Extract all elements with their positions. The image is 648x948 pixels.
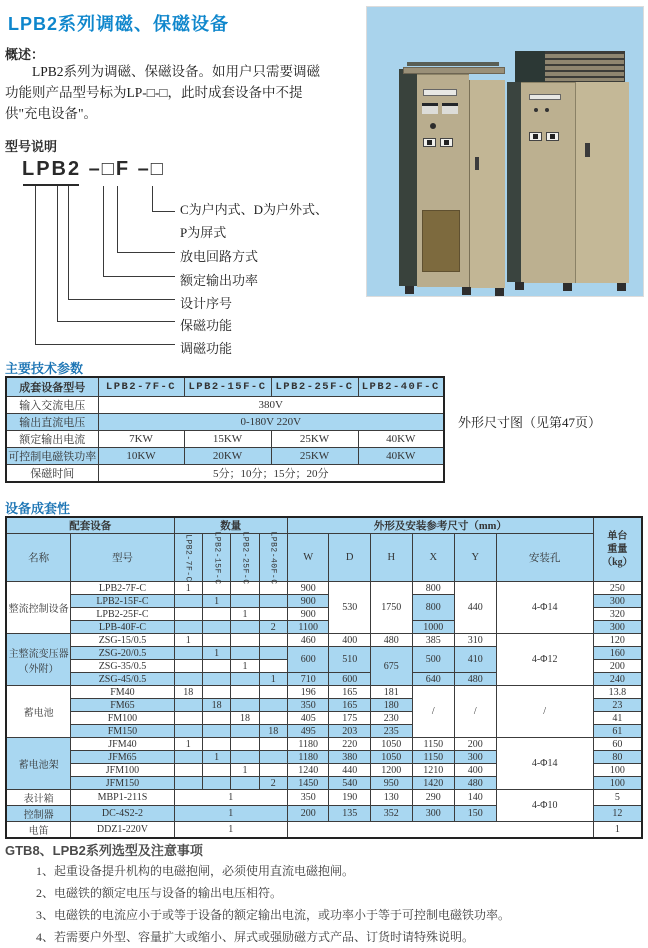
hole-cell: 4-Φ12 xyxy=(496,634,593,686)
group-name-cell: 整流控制设备 xyxy=(6,582,71,634)
model-cell: FM40 xyxy=(71,686,174,699)
table-row xyxy=(6,582,642,595)
qty-cell xyxy=(202,764,230,777)
model-cell: LPB2-15F-C xyxy=(71,595,174,608)
header-cell: H xyxy=(370,534,412,582)
header-cell: 配套设备 xyxy=(6,517,174,534)
dim-cell: 290 xyxy=(412,790,455,806)
model-cell: JFM40 xyxy=(71,738,174,751)
qty-cell: 1 xyxy=(202,751,230,764)
weight-cell: 41 xyxy=(593,712,642,725)
value-cell: 380V xyxy=(98,396,444,413)
cabinet-right-door-right xyxy=(575,82,629,283)
header-cell: LPB2-25F-C xyxy=(271,377,358,396)
model-cell: ZSG-45/0.5 xyxy=(71,673,174,686)
weight-cell: 300 xyxy=(593,621,642,634)
dim-cell: 540 xyxy=(329,777,371,790)
qty-cell xyxy=(231,751,259,764)
table-row xyxy=(6,447,444,464)
table-row xyxy=(6,430,444,447)
dim-cell: 950 xyxy=(370,777,412,790)
dim-cell: 140 xyxy=(455,790,497,806)
qty-cell: 1 xyxy=(202,595,230,608)
cabinet-foot xyxy=(563,283,572,291)
note-item: 1、起重设备提升机构的电磁抱闸，必须使用直流电磁抱闸。 xyxy=(36,864,355,878)
cabinet-right-label xyxy=(529,94,561,100)
panel-meter xyxy=(422,103,438,114)
weight-line: （kg） xyxy=(602,557,633,568)
weight-cell: 13.8 xyxy=(593,686,642,699)
group-name-cell: 表计箱 xyxy=(6,790,71,806)
weight-cell: 300 xyxy=(593,595,642,608)
dim-cell: 440 xyxy=(455,582,497,634)
model-cell: LPB-40F-C xyxy=(71,621,174,634)
qty-cell xyxy=(259,608,287,621)
dim-cell: 150 xyxy=(455,806,497,822)
row-label: 可控制电磁铁功率 xyxy=(6,447,98,464)
dim-cell: 200 xyxy=(455,738,497,751)
header-cell-weight xyxy=(593,517,642,582)
weight-cell: 320 xyxy=(593,608,642,621)
value-cell: 25KW xyxy=(271,447,358,464)
qty-cell: 1 xyxy=(174,738,202,751)
qty-cell: 2 xyxy=(259,777,287,790)
table-row xyxy=(6,413,444,430)
dim-cell: 310 xyxy=(455,634,497,647)
header-cell-vertical: LPB2-25F-C xyxy=(231,534,259,582)
qty-cell xyxy=(202,738,230,751)
dim-cell: 1100 xyxy=(287,621,329,634)
dim-cell: 180 xyxy=(370,699,412,712)
qty-cell xyxy=(259,764,287,777)
dim-cell: 130 xyxy=(370,790,412,806)
qty-cell xyxy=(259,660,287,673)
dim-cell: 640 xyxy=(412,673,455,686)
note-item: 4、若需要户外型、容量扩大或缩小、屏式或强励磁方式产品、订货时请特殊说明。 xyxy=(36,930,475,944)
header-cell-vertical: LPB2-40F-C xyxy=(259,534,287,582)
qty-cell xyxy=(202,777,230,790)
dim-cell: 1180 xyxy=(287,738,329,751)
weight-cell: 100 xyxy=(593,764,642,777)
dim-cell: 196 xyxy=(287,686,329,699)
dim-cell: 300 xyxy=(412,806,455,822)
dim-cell: 495 xyxy=(287,725,329,738)
dim-cell: 400 xyxy=(455,764,497,777)
dim-cell: 350 xyxy=(287,790,329,806)
qty-cell xyxy=(259,738,287,751)
model-cell: JFM100 xyxy=(71,764,174,777)
header-cell: 安装孔 xyxy=(496,534,593,582)
qty-cell xyxy=(202,621,230,634)
qty-cell: 18 xyxy=(174,686,202,699)
table-header-row xyxy=(6,517,642,534)
params-table xyxy=(5,376,445,483)
header-cell: W xyxy=(287,534,329,582)
dim-cell: 235 xyxy=(370,725,412,738)
dim-cell: 600 xyxy=(329,673,371,686)
group-name-cell: 电笛 xyxy=(6,822,71,839)
dim-cell: 500 xyxy=(412,647,455,673)
qty-cell: 1 xyxy=(259,673,287,686)
dim-cell: 175 xyxy=(329,712,371,725)
model-label-discharge: 放电回路方式 xyxy=(180,249,259,264)
weight-cell: 23 xyxy=(593,699,642,712)
dim-cell: 1000 xyxy=(412,621,455,634)
dim-cell: 203 xyxy=(329,725,371,738)
dim-cell: 710 xyxy=(287,673,329,686)
qty-cell: 1 xyxy=(174,806,287,822)
cabinet-left-lid-bar xyxy=(407,62,499,66)
dim-cell: 380 xyxy=(329,751,371,764)
qty-cell xyxy=(259,595,287,608)
model-heading: 型号说明 xyxy=(5,139,58,154)
qty-cell xyxy=(174,777,202,790)
dim-cell: 200 xyxy=(287,806,329,822)
model-cell: MBP1-211S xyxy=(71,790,174,806)
cabinet-left-lid xyxy=(403,67,505,74)
hole-cell: 4-Φ14 xyxy=(496,582,593,634)
dim-cell: 350 xyxy=(287,699,329,712)
cabinet-left-side xyxy=(399,69,417,286)
dim-cell: 352 xyxy=(370,806,412,822)
qty-cell xyxy=(259,634,287,647)
dim-cell: 1150 xyxy=(412,751,455,764)
qty-cell xyxy=(231,634,259,647)
qty-cell xyxy=(231,738,259,751)
qty-cell: 1 xyxy=(231,764,259,777)
qty-cell xyxy=(202,634,230,647)
indicator-light xyxy=(545,108,549,112)
panel-meter xyxy=(442,103,458,114)
table-row xyxy=(6,822,642,839)
qty-cell: 1 xyxy=(202,647,230,660)
door-handle xyxy=(585,143,590,157)
weight-cell: 80 xyxy=(593,751,642,764)
table-row xyxy=(6,686,642,699)
qty-cell xyxy=(174,660,202,673)
header-cell: 名称 xyxy=(6,534,71,582)
cabinet-foot xyxy=(515,282,524,290)
dim-cell: 220 xyxy=(329,738,371,751)
header-cell: D xyxy=(329,534,371,582)
value-cell: 20KW xyxy=(184,447,271,464)
model-label-baoci: 保磁功能 xyxy=(180,318,233,333)
qty-cell xyxy=(174,647,202,660)
dim-cell: 230 xyxy=(370,712,412,725)
dim-cell: 480 xyxy=(455,777,497,790)
group-name-cell: 蓄电池 xyxy=(6,686,71,738)
table-row xyxy=(6,790,642,806)
dim-cell: 300 xyxy=(455,751,497,764)
model-cell: ZSG-20/0.5 xyxy=(71,647,174,660)
cabinet-foot xyxy=(495,288,504,296)
dim-cell: 600 xyxy=(287,647,329,673)
model-cell: JFM65 xyxy=(71,751,174,764)
value-cell: 7KW xyxy=(98,430,184,447)
row-label: 保磁时间 xyxy=(6,464,98,482)
weight-cell: 250 xyxy=(593,582,642,595)
weight-line: 重量 xyxy=(607,544,628,555)
model-label-design: 设计序号 xyxy=(180,296,233,311)
model-label-enclosure: C为户内式、D为户外式、 xyxy=(180,202,329,217)
value-cell: 40KW xyxy=(358,430,444,447)
qty-cell: 1 xyxy=(174,790,287,806)
table-row xyxy=(6,738,642,751)
qty-cell xyxy=(231,686,259,699)
table-header-row xyxy=(6,534,642,582)
table-row xyxy=(6,464,444,482)
dim-cell: 165 xyxy=(329,699,371,712)
notes-heading: GTB8、LPB2系列选型及注意事项 xyxy=(5,843,203,858)
cabinet-right-side xyxy=(507,82,521,282)
model-cell: FM100 xyxy=(71,712,174,725)
qty-cell xyxy=(202,608,230,621)
qty-cell xyxy=(259,686,287,699)
qty-cell xyxy=(174,712,202,725)
group-name-cell: 主整流变压器（外附） xyxy=(6,634,71,686)
dim-cell: 165 xyxy=(329,686,371,699)
qty-cell xyxy=(202,712,230,725)
cabinet-left-vent xyxy=(422,210,460,272)
notes-list xyxy=(36,860,510,948)
cabinet-right-door-left xyxy=(521,82,575,283)
hole-cell: 4-Φ14 xyxy=(496,738,593,790)
hole-cell: 4-Φ10 xyxy=(496,790,593,822)
dim-cell: 900 xyxy=(287,595,329,608)
qty-cell xyxy=(231,647,259,660)
value-cell: 25KW xyxy=(271,430,358,447)
dim-cell: 1450 xyxy=(287,777,329,790)
dim-cell: 800 xyxy=(412,595,455,621)
header-cell-vertical: LPB2-7F-C xyxy=(174,534,202,582)
value-cell: 0-180V 220V xyxy=(98,413,444,430)
table-row xyxy=(6,396,444,413)
panel-knob xyxy=(430,123,436,129)
row-label: 输出直流电压 xyxy=(6,413,98,430)
dim-cell: 480 xyxy=(455,673,497,686)
weight-cell: 12 xyxy=(593,806,642,822)
header-cell: X xyxy=(412,534,455,582)
model-cell: LPB2-25F-C xyxy=(71,608,174,621)
qty-cell: 18 xyxy=(202,699,230,712)
qty-cell xyxy=(231,621,259,634)
weight-cell: 60 xyxy=(593,738,642,751)
qty-cell xyxy=(202,725,230,738)
header-cell: 外形及安装参考尺寸（mm） xyxy=(287,517,593,534)
qty-cell xyxy=(231,673,259,686)
components-table xyxy=(5,516,643,839)
model-label-enclosure2: P为屏式 xyxy=(180,225,227,240)
dim-cell: 1240 xyxy=(287,764,329,777)
header-cell: 型号 xyxy=(71,534,174,582)
model-cell: LPB2-7F-C xyxy=(71,582,174,595)
dim-cell: 181 xyxy=(370,686,412,699)
dim-cell: 800 xyxy=(412,582,455,595)
dim-cell: / xyxy=(455,686,497,738)
dim-cell: 900 xyxy=(287,608,329,621)
qty-cell xyxy=(259,647,287,660)
dim-cell: 1050 xyxy=(370,751,412,764)
qty-cell: 18 xyxy=(259,725,287,738)
model-cell: ZSG-35/0.5 xyxy=(71,660,174,673)
params-heading: 主要技术参数 xyxy=(5,361,84,376)
dim-cell: 135 xyxy=(329,806,371,822)
overview-heading: 概述： xyxy=(5,47,45,62)
qty-cell xyxy=(259,751,287,764)
model-label-tiaoci: 调磁功能 xyxy=(180,341,233,356)
row-label: 额定输出电流 xyxy=(6,430,98,447)
page-title: LPB2系列调磁、保磁设备 xyxy=(8,14,230,34)
qty-cell xyxy=(231,699,259,712)
components-heading: 设备成套性 xyxy=(5,501,71,516)
header-cell: 数量 xyxy=(174,517,287,534)
dim-cell: 1050 xyxy=(370,738,412,751)
qty-cell xyxy=(231,725,259,738)
dim-cell: / xyxy=(412,686,455,738)
row-label: 输入交流电压 xyxy=(6,396,98,413)
weight-cell: 120 xyxy=(593,634,642,647)
model-label-power: 额定输出功率 xyxy=(180,273,259,288)
dim-cell: 675 xyxy=(370,647,412,686)
cabinet-foot xyxy=(405,286,414,294)
empty-cell xyxy=(287,822,593,839)
dim-cell: 1150 xyxy=(412,738,455,751)
value-cell: 40KW xyxy=(358,447,444,464)
model-cell: ZSG-15/0.5 xyxy=(71,634,174,647)
qty-cell: 1 xyxy=(174,582,202,595)
dim-cell: 530 xyxy=(329,582,371,634)
header-cell: Y xyxy=(455,534,497,582)
indicator-light xyxy=(534,108,538,112)
group-name-cell: 蓄电池架 xyxy=(6,738,71,790)
qty-cell xyxy=(174,764,202,777)
header-cell: 成套设备型号 xyxy=(6,377,98,396)
qty-cell xyxy=(174,608,202,621)
note-item: 2、电磁铁的额定电压与设备的输出电压相符。 xyxy=(36,886,283,900)
value-cell: 10KW xyxy=(98,447,184,464)
panel-switch xyxy=(423,138,436,147)
qty-cell: 1 xyxy=(231,608,259,621)
model-cell: FM150 xyxy=(71,725,174,738)
table-header-row xyxy=(6,377,444,396)
dim-cell: 440 xyxy=(329,764,371,777)
hole-cell: / xyxy=(496,686,593,738)
dimension-note: 外形尺寸图（见第47页） xyxy=(458,415,602,430)
qty-cell xyxy=(174,699,202,712)
panel-switch xyxy=(529,132,542,141)
header-cell-vertical: LPB2-15F-C xyxy=(202,534,230,582)
door-handle xyxy=(475,157,479,170)
model-cell: DC-4S2-2 xyxy=(71,806,174,822)
weight-cell: 100 xyxy=(593,777,642,790)
qty-cell xyxy=(231,595,259,608)
weight-cell: 1 xyxy=(593,822,642,839)
model-cell: DDZ1-220V xyxy=(71,822,174,839)
overview-text: LPB2系列为调磁、保磁设备。如用户只需要调磁功能则产品型号标为LP-□-□，此时成套设备中不提供"充电设备"。 xyxy=(5,64,321,121)
dim-cell: 385 xyxy=(412,634,455,647)
qty-cell xyxy=(202,660,230,673)
qty-cell xyxy=(174,621,202,634)
cabinet-foot xyxy=(462,287,471,295)
panel-switch xyxy=(546,132,559,141)
table-row xyxy=(6,634,642,647)
value-cell: 5分；10分；15分；20分 xyxy=(98,464,444,482)
connector-line xyxy=(35,186,175,345)
dim-cell: 480 xyxy=(370,634,412,647)
qty-cell: 18 xyxy=(231,712,259,725)
header-cell: LPB2-15F-C xyxy=(184,377,271,396)
weight-line: 单台 xyxy=(607,531,628,542)
dim-cell: 1210 xyxy=(412,764,455,777)
model-cell: JFM150 xyxy=(71,777,174,790)
weight-cell: 61 xyxy=(593,725,642,738)
group-name-cell: 控制器 xyxy=(6,806,71,822)
qty-cell xyxy=(174,751,202,764)
qty-cell xyxy=(259,699,287,712)
qty-cell: 1 xyxy=(231,660,259,673)
dim-cell: 460 xyxy=(287,634,329,647)
qty-cell xyxy=(202,686,230,699)
header-cell: LPB2-7F-C xyxy=(98,377,184,396)
dim-cell: 190 xyxy=(329,790,371,806)
dim-cell: 1420 xyxy=(412,777,455,790)
panel-switch xyxy=(440,138,453,147)
dim-cell: 405 xyxy=(287,712,329,725)
model-code: LPB2 –□F –□ xyxy=(22,158,165,180)
cabinet-foot xyxy=(617,283,626,291)
dim-cell: 1180 xyxy=(287,751,329,764)
model-cell: FM65 xyxy=(71,699,174,712)
qty-cell: 2 xyxy=(259,621,287,634)
weight-cell: 160 xyxy=(593,647,642,660)
dim-cell: 1750 xyxy=(370,582,412,634)
qty-cell: 1 xyxy=(174,822,287,839)
note-item: 3、电磁铁的电流应小于或等于设备的额定输出电流，或功率小于等于可控制电磁铁功率。 xyxy=(36,908,511,922)
dim-cell: 1200 xyxy=(370,764,412,777)
qty-cell xyxy=(202,673,230,686)
qty-cell xyxy=(231,777,259,790)
dim-cell: 400 xyxy=(329,634,371,647)
cabinet-left-door xyxy=(469,80,505,288)
qty-cell: 1 xyxy=(174,634,202,647)
dim-cell: 410 xyxy=(455,647,497,673)
qty-cell xyxy=(259,712,287,725)
weight-cell: 200 xyxy=(593,660,642,673)
qty-cell xyxy=(174,595,202,608)
value-cell: 15KW xyxy=(184,430,271,447)
product-photo xyxy=(366,6,644,297)
qty-cell xyxy=(174,673,202,686)
cabinet-right-vent-box-side xyxy=(515,51,545,82)
dim-cell: 900 xyxy=(287,582,329,595)
cabinet-left-label xyxy=(423,89,457,96)
dim-cell: 510 xyxy=(329,647,371,673)
weight-cell: 5 xyxy=(593,790,642,806)
header-cell: LPB2-40F-C xyxy=(358,377,444,396)
weight-cell: 240 xyxy=(593,673,642,686)
qty-cell xyxy=(174,725,202,738)
